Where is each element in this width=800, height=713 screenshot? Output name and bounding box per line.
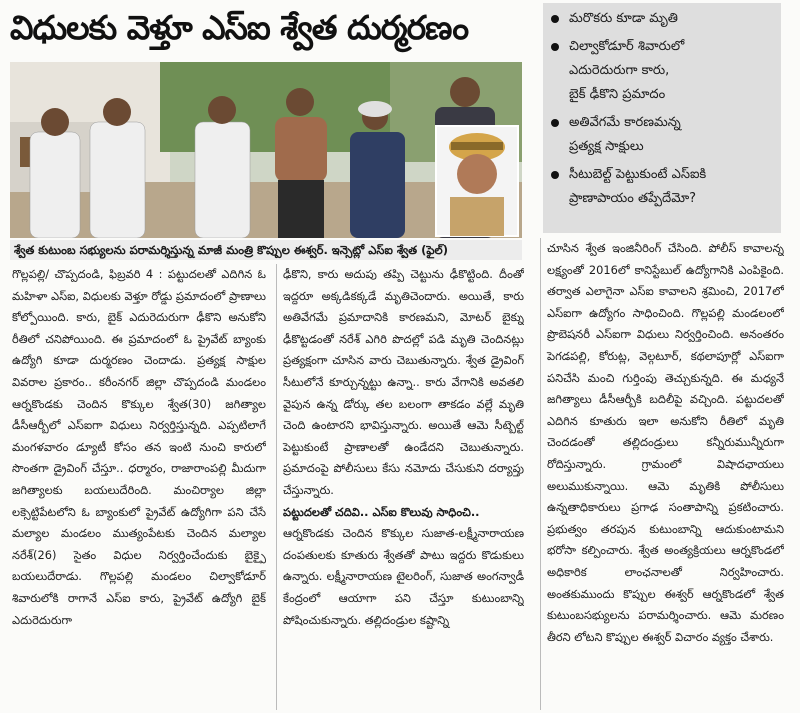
highlight-item: సీటుబెల్ట్ పెట్టుకుంటే ఎస్ఐకి ప్రాణాపాయం తప్పేదేమో? [551, 163, 775, 211]
article-paragraph: చూసిన శ్వేత ఇంజినీరింగ్ చేసింది. పోలీస్ కావాలన్న లక్ష్యంతో 2016లో కానిస్టేబుల్ ఉద్యోగానికి ఎంపికైంది. తర్వాత ఎలాగైనా ఎస్ఐ కావాలని శ్రమించి, 2017లో ఎస్ఐగా ఉద్యోగం సాధించింది. గొల్లపల్లి మండలంలో ప్రొబెషనరీ ఎస్ఐగా విధులు నిర్వర్తించింది. అనంతరం పెగడపల్లి, కోరుట్ల, వెల్గటూర్, కథలాపూర్లో ఎస్ఐగా పనిచేసి మంచి గుర్తింపు తెచ్చుకున్నది. ఈ మధ్యనే జగిత్యాలు డీసీఆర్బీకి బదిలీపై వచ్చింది. పట్టుదలతో ఎదిగిన కూతురు ఇలా అనుకోని రీతిలో మృతి చెందడంతో తల్లిదండ్రులు కన్నీరుమున్నీరుగా రోదిస్తున్నారు. గ్రామంలో విషాదఛాయలు అలుముకున్నాయి. ఆమె మృతికి పోలీసులు ఉన్నతాధికారులు ప్రగాఢ సంతాపాన్ని ప్రకటించారు. ప్రభుత్వం తరపున కుటుంబాన్ని ఆదుకుంటామని భరోసా కల్పించారు. శ్వేత అంత్యక్రియలు ఆర్నకొండలో అధికారిక లాంఛనాలతో నిర్వహించారు. అంతకుముందు కొప్పుల ఈశ్వర్ ఆర్నకొండలో శ్వేత కుటుంబసభ్యులను పరామర్శించారు. ఆమె మరణం తీరని లోటని కొప్పుల ఈశ్వర్ విచారం వ్యక్తం చేశారు. [547, 241, 784, 644]
bullet-icon [551, 43, 559, 51]
article-subheading: పట్టుదలతో చదివి.. ఎస్ఐ కొలువు సాధించి.. [283, 504, 480, 519]
news-photo [10, 62, 522, 238]
highlights-list [543, 3, 781, 211]
highlight-item: అతివేగమే కారణమన్న ప్రత్యక్ష సాక్షులు [551, 111, 775, 159]
article-column-3 [540, 238, 784, 710]
bullet-icon [551, 15, 559, 23]
highlights-box [543, 3, 781, 233]
article-paragraph: ఢీకొని, కారు అదుపు తప్పి చెట్టును ఢీకొట్టింది. దీంతో ఇద్దరూ అక్కడికక్కడే మృతిచెందారు. అయితే, కారు అతివేగమే ప్రమాదానికి కారణమని, మోటర్ బైక్ను ఢీకొట్టడంతో నరేశ్ ఎగిరి పొదల్లో పడి మృతి చెందినట్లు ప్రత్యక్షంగా చూసిన వారు చెబుతున్నారు. శ్వేత డ్రైవింగ్ సీటులోనే కూర్చున్నట్టు ఉన్నా.. కారు వేగానికి అవతలి వైపున ఉన్న డోర్కు తల బలంగా తాకడం వల్లే మృతి చెంది ఉంటారని భావిస్తున్నారు. అయితే ఆమె సీట్బెల్ట్ పెట్టుకుంటే ప్రాణాలతో ఉండేదని చెబుతున్నారు. ప్రమాదంపై పోలీసులు కేసు నమోదు చేసుకుని దర్యాప్తు చేస్తున్నారు. [283, 267, 524, 497]
bullet-icon [551, 171, 559, 179]
article-paragraph: గొల్లపల్లి/ చొప్పదండి, ఫిబ్రవరి 4 : పట్టుదలతో ఎదిగిన ఓ మహిళా ఎస్ఐ, విధులకు వెళ్తూ రోడ్డు ప్రమాదంలో ప్రాణాలు కోల్పోయింది. కారు, బైక్ ఎదురెదురుగా ఢీకొని అనుకోని రీతిలో చనిపోయింది. ఈ ప్రమాదంలో ఓ ప్రైవేట్ బ్యాంకు ఉద్యోగి కూడా దుర్మరణం చెందాడు. ప్రత్యక్ష సాక్షుల వివరాల ప్రకారం.. కరీంనగర్ జిల్లా చొప్పదండి మండలం ఆర్నకొండకు చెందిన కొక్కుల శ్వేత(30) జగిత్యాల డీసీఆర్బీలో ఎస్ఐగా విధులు నిర్వర్తిస్తున్నది. ఎప్పటిలాగే మంగళవారం డ్యూటీ కోసం తన ఇంటి నుంచి కారులో సొంతగా డ్రైవింగ్ చేస్తూ.. ధర్మారం, రాజారాంపల్లి మీదుగా జగిత్యాలకు బయలుదేరింది. మంచిర్యాల జిల్లా లక్సెట్టిపేటలోని ఓ బ్యాంకులో ప్రైవేట్ ఉద్యోగిగా పని చేసే మల్యాల మండలం ముత్యంపేటకు చెందిన మల్యాల నరేశ్(26) సైతం విధుల నిర్వర్తించేందుకు బైక్పై బయలుదేరాడు. గొల్లపల్లి మండలం చిల్వాకోడూర్ శివారులోకి రాగానే ఎస్ఐ కారు, ప్రైవేట్ ఉద్యోగి బైక్ ఎదురెదురుగా [12, 267, 266, 627]
article-column-1 [12, 264, 266, 710]
article-paragraph: ఆర్నకొండకు చెందిన కొక్కుల సుజాత-లక్ష్మీనారాయణ దంపతులకు కూతురు శ్వేతతో పాటు ఇద్దరు కొడుకులు ఉన్నారు. లక్ష్మీనారాయణ టైలరింగ్, సుజాత అంగన్వాడీ కేంద్రంలో ఆయాగా పని చేస్తూ కుటుంబాన్ని పోషించుకున్నారు. తల్లిదండ్రుల కష్టాన్ని [283, 526, 524, 627]
highlight-item: చిల్వాకోడూర్ శివారులో ఎదురెదురుగా కారు, బైక్ ఢీకొని ప్రమాదం [551, 35, 775, 107]
bullet-icon [551, 119, 559, 127]
article-column-2 [276, 264, 524, 710]
photo-caption: శ్వేత కుటుంబ సభ్యులను పరామర్శిస్తున్న మాజీ మంత్రి కొప్పుల ఈశ్వర్. ఇన్సెట్లో ఎస్ఐ శ్వేత (ఫైల్) [10, 240, 522, 260]
headline: విధులకు వెళ్తూ ఎస్ఐ శ్వేత దుర్మరణం [10, 8, 469, 47]
highlight-item: మరొకరు కూడా మృతి [551, 7, 775, 31]
